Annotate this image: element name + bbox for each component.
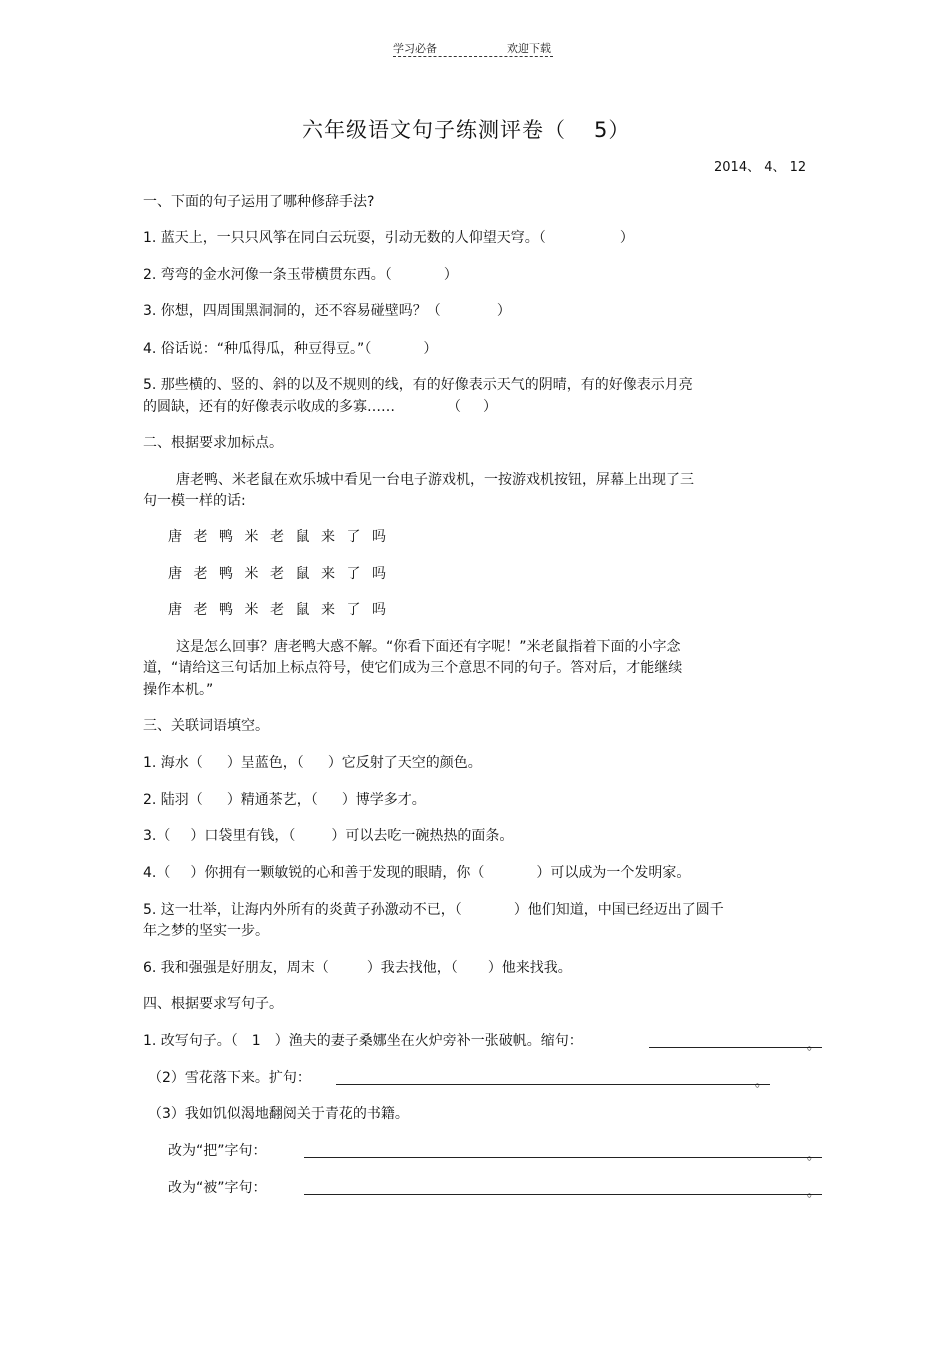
sec3-q5-line1: 5. 这一壮举，让海内外所有的炎黄子孙激动不已，（ ）他们知道，中国已经迈出了圆千: [143, 902, 724, 918]
sec3-q3: 3.（ ）口袋里有钱，（ ）可以去吃一碗热热的面条。: [143, 828, 514, 844]
sec1-q3: 3. 你想，四周围黑洞洞的，还不容易碰壁吗？（ ）: [143, 303, 511, 319]
sec3-q1: 1. 海水（ ）呈蓝色，（ ）它反射了天空的颜色。: [143, 755, 482, 771]
section4-heading: 四、根据要求写句子。: [143, 996, 283, 1012]
period-mark: 。: [807, 1148, 821, 1163]
header-divider: [393, 56, 553, 57]
sec1-q5-line2: 的圆缺，还有的好像表示收成的多寡…… （ ）: [143, 399, 497, 415]
sec3-q6: 6. 我和强强是好朋友，周末（ ）我去找他，（ ）他来找我。: [143, 960, 572, 976]
sec2-para1-line1: 唐老鸭、米老鼠在欢乐城中看见一台电子游戏机，一按游戏机按钮，屏幕上出现了三: [176, 472, 694, 488]
sec3-q4: 4.（ ）你拥有一颗敏锐的心和善于发现的眼睛，你（ ）可以成为一个发明家。: [143, 865, 691, 881]
char-row-2: 唐 老 鸭 米 老 鼠 来 了 吗: [168, 566, 386, 582]
section3-heading: 三、关联词语填空。: [143, 718, 269, 734]
header-left: 学习必备: [393, 42, 437, 55]
answer-line-bei[interactable]: [304, 1194, 822, 1195]
sec1-q4: 4. 俗话说：“种瓜得瓜，种豆得豆。”（ ）: [143, 341, 438, 357]
period-mark: 。: [807, 1185, 821, 1200]
sec2-para2-line1: 这是怎么回事？唐老鸭大惑不解。“你看下面还有字呢！”米老鼠指着下面的小字念: [176, 639, 681, 655]
answer-line-expand[interactable]: [336, 1084, 770, 1085]
char-row-1: 唐 老 鸭 米 老 鼠 来 了 吗: [168, 529, 386, 545]
sec1-q1: 1. 蓝天上，一只只风筝在同白云玩耍，引动无数的人仰望天穹。（ ）: [143, 230, 634, 246]
ba-sentence-label: 改为“把”字句：: [168, 1143, 267, 1159]
period-mark: 。: [807, 1038, 821, 1053]
sec4-q1: 1. 改写句子。（ 1 ）渔夫的妻子桑娜坐在火炉旁补一张破帆。缩句：: [143, 1033, 583, 1049]
sec4-q3: （3）我如饥似渴地翻阅关于青花的书籍。: [148, 1106, 409, 1122]
section2-heading: 二、根据要求加标点。: [143, 435, 283, 451]
sec2-para2-line3: 操作本机。”: [143, 682, 214, 698]
answer-line-shorten[interactable]: [649, 1047, 822, 1048]
answer-line-ba[interactable]: [304, 1157, 822, 1158]
sec2-para1-line2: 句一模一样的话:: [143, 493, 246, 509]
sec3-q5-line2: 年之梦的坚实一步。: [143, 923, 269, 939]
char-row-3: 唐 老 鸭 米 老 鼠 来 了 吗: [168, 602, 386, 618]
title-number: 5）: [594, 118, 631, 142]
bei-sentence-label: 改为“被”字句：: [168, 1180, 267, 1196]
date: 2014、 4、 12: [714, 160, 807, 175]
period-mark: 。: [755, 1075, 769, 1090]
page-title: [302, 114, 630, 144]
title-main: 六年级语文句子练测评卷（: [302, 118, 566, 142]
section1-heading: 一、下面的句子运用了哪种修辞手法?: [143, 194, 375, 210]
sec3-q2: 2. 陆羽（ ）精通茶艺，（ ）博学多才。: [143, 792, 426, 808]
sec4-q2: （2）雪花落下来。扩句：: [148, 1070, 311, 1086]
sec1-q2: 2. 弯弯的金水河像一条玉带横贯东西。（ ）: [143, 267, 458, 283]
sec1-q5-line1: 5. 那些横的、竖的、斜的以及不规则的线，有的好像表示天气的阴晴，有的好像表示月亮: [143, 377, 693, 393]
header-right: 欢迎下载: [507, 42, 551, 55]
sec2-para2-line2: 道，“请给这三句话加上标点符号，使它们成为三个意思不同的句子。答对后，才能继续: [143, 660, 683, 676]
